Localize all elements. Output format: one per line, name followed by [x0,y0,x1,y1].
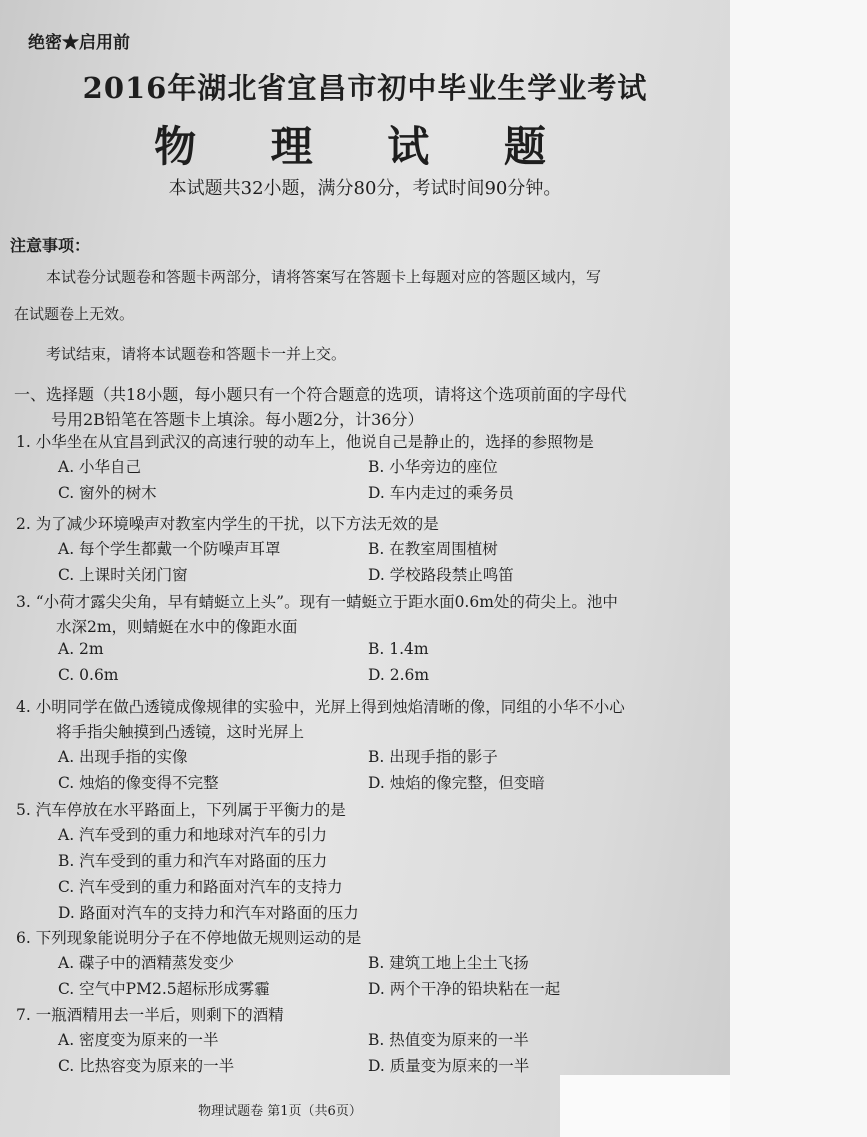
notes-line-3: 考试结束，请将本试题卷和答题卡一并上交。 [46,345,347,363]
question-option: D. 两个干净的铅块粘在一起 [368,980,561,998]
question-stem: 7. 一瓶酒精用去一半后，则剩下的酒精 [16,1006,284,1024]
question-stem: 1. 小华坐在从宜昌到武汉的高速行驶的动车上，他说自己是静止的，选择的参照物是 [16,433,594,451]
section-heading-line-2: 号用2B铅笔在答题卡上填涂。每小题2分，计36分） [51,410,424,429]
question-stem: 水深2m，则蜻蜓在水中的像距水面 [56,618,298,636]
notes-line-2: 在试题卷上无效。 [14,305,135,323]
page-footer: 物理试题卷 第1页（共6页） [198,1104,362,1119]
question-option: C. 比热容变为原来的一半 [58,1057,235,1075]
question-option: C. 烛焰的像变得不完整 [58,774,219,792]
question-option: A. 密度变为原来的一半 [58,1031,219,1049]
question-option: C. 汽车受到的重力和路面对汽车的支持力 [58,878,343,896]
question-option: D. 学校路段禁止鸣笛 [368,566,514,584]
exam-info: 本试题共32小题，满分80分，考试时间90分钟。 [168,178,562,199]
subject-title: 物 理 试 题 [154,122,576,171]
question-stem: 4. 小明同学在做凸透镜成像规律的实验中，光屏上得到烛焰清晰的像，同组的小华不小心 [16,698,625,716]
exam-title: 2016年湖北省宜昌市初中毕业生学业考试 [82,71,648,105]
question-option: D. 2.6m [368,666,430,684]
question-option: A. 每个学生都戴一个防噪声耳罩 [58,540,281,558]
question-option: A. 出现手指的实像 [58,748,188,766]
question-option: B. 小华旁边的座位 [368,458,498,476]
question-stem: 将手指尖触摸到凸透镜，这时光屏上 [56,723,305,741]
question-option: D. 质量变为原来的一半 [368,1057,530,1075]
question-option: D. 路面对汽车的支持力和汽车对路面的压力 [58,904,359,922]
question-stem: 3. “小荷才露尖尖角，早有蜻蜓立上头”。现有一蜻蜓立于距水面0.6m处的荷尖上。池中 [16,593,618,611]
question-stem: 2. 为了减少环境噪声对教室内学生的干扰，以下方法无效的是 [16,515,439,533]
question-option: A. 2m [58,640,104,658]
section-heading [14,382,626,432]
section-heading-line-1: 一、选择题（共18小题，每小题只有一个符合题意的选项，请将这个选项前面的字母代 [14,385,627,404]
question-stem: 5. 汽车停放在水平路面上，下列属于平衡力的是 [16,801,346,819]
page-margin [730,0,867,1137]
confidential-mark: 绝密★启用前 [28,33,130,53]
notes-heading: 注意事项： [10,236,91,255]
question-option: B. 在教室周围植树 [368,540,498,558]
question-option: B. 出现手指的影子 [368,748,498,766]
question-option: C. 0.6m [58,666,119,684]
notes-line-1: 本试卷分试题卷和答题卡两部分，请将答案写在答题卡上每题对应的答题区域内，写 [46,268,602,286]
question-option: A. 小华自己 [58,458,142,476]
question-option: D. 烛焰的像完整，但变暗 [368,774,545,792]
question-option: A. 碟子中的酒精蒸发变少 [58,954,235,972]
question-stem: 6. 下列现象能说明分子在不停地做无规则运动的是 [16,929,362,947]
question-option: B. 热值变为原来的一半 [368,1031,529,1049]
question-option: C. 空气中PM2.5超标形成雾霾 [58,980,270,998]
question-option: B. 1.4m [368,640,429,658]
question-option: B. 建筑工地上尘土飞扬 [368,954,529,972]
question-option: B. 汽车受到的重力和汽车对路面的压力 [58,852,328,870]
question-option: D. 车内走过的乘务员 [368,484,514,502]
question-option: C. 窗外的树木 [58,484,157,502]
question-option: C. 上课时关闭门窗 [58,566,188,584]
question-option: A. 汽车受到的重力和地球对汽车的引力 [58,826,328,844]
corner-patch [560,1075,730,1137]
